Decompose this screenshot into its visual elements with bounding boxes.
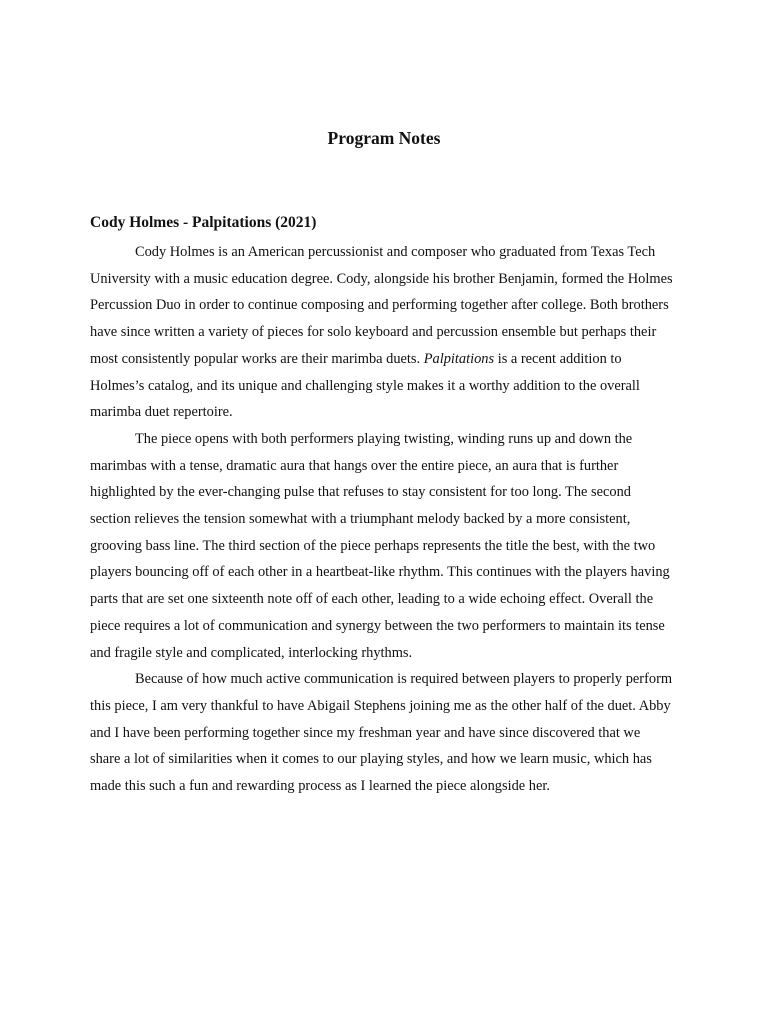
page-title: Program Notes <box>327 128 441 148</box>
paragraph-piece-description: The piece opens with both performers playing twisting, winding runs up and down the marimbas with a tense, dramatic aura that hangs over the entire piece, an aura that is further highlighted by the ever-changing pulse that refuses to stay consistent for too long. The second section relieves the tension somewhat with a triumphant melody backed by a more consistent, grooving bass line. The third section of the piece perhaps represents the title the best, with the two players bouncing off of each other in a heartbeat-like rhythm. This continues with the players having parts that are set one sixteenth note off of each other, leading to a wide echoing effect. Overall the piece requires a lot of communication and synergy between the two performers to maintain its tense and fragile style and complicated, interlocking rhythms. <box>90 430 670 661</box>
section-heading: Cody Holmes - Palpitations (2021) <box>90 214 317 231</box>
paragraph-composer-bio <box>90 239 674 426</box>
program-note-section <box>90 212 674 800</box>
paragraph-composer-bio-rest: is a recent addition to Holmes’s catalog, and its unique and challenging style makes it a worthy addition to the overall marimba duet repertoire. <box>90 350 640 421</box>
paragraph-composer-bio-lead: Cody Holmes is an American percussionist and composer who graduated from Texas Tech University with a music education degree. Cody, alongside his brother Benjamin, formed the Holmes Percussion Duo in order to continue composing and performing together after college. Both brothers have since written a variety of pieces for solo keyboard and percussion ensemble but perhaps their most consistently popular works are their marimba duets. <box>90 244 673 367</box>
piece-title-italic: Palpitations <box>423 350 495 367</box>
paragraph-acknowledgement: Because of how much active communication is required between players to properly perform this piece, I am very thankful to have Abigail Stephens joining me as the other half of the duet. Abby and I have been performing together since my freshman year and have since discovered that we share a lot of similarities when it comes to our playing styles, and how we learn music, which has made this such a fun and rewarding process as I learned the piece alongside her. <box>90 671 673 795</box>
